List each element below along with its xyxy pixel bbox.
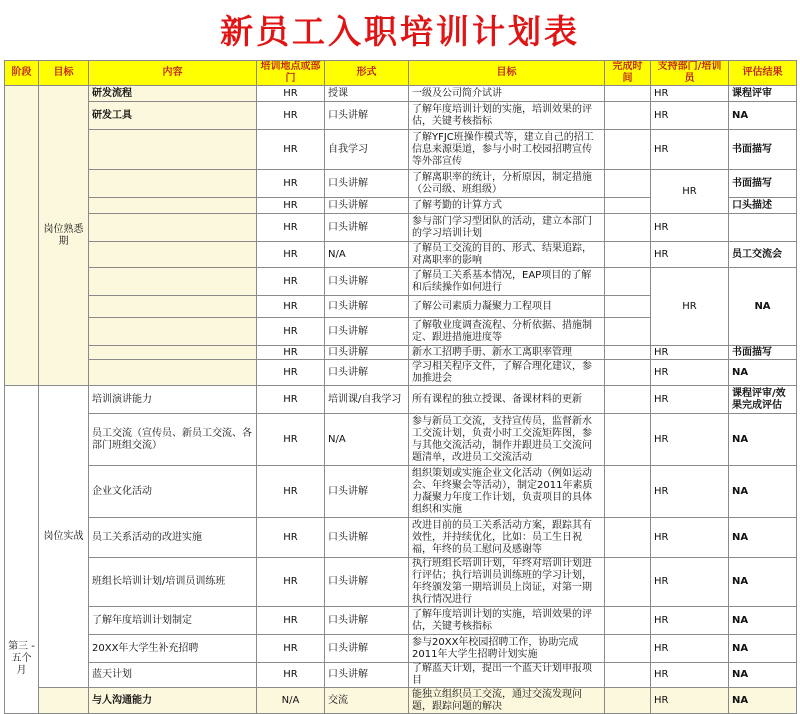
stage-month-cell: 第三 - 五个月: [5, 386, 39, 714]
goal-cell: 执行班组长培训计划，年终对培训计划进行评估；执行培训员训练班的学习计划，年终颁发第一期培训员上岗证，对第一期执行情况进行: [409, 558, 605, 607]
location-cell: HR: [257, 414, 325, 466]
form-cell: 口头讲解: [325, 198, 409, 214]
content-cell: 了解年度培训计划制定: [89, 607, 257, 635]
time-cell: [605, 318, 651, 346]
goal-cell: 新水工招聘手册、新水工离职率管理: [409, 346, 605, 360]
goal-cell: 了解员工交流的目的、形式、结果追踪，对离职率的影响: [409, 242, 605, 268]
goal-cell: 所有课程的独立授课、备课材料的更新: [409, 386, 605, 414]
training-plan-table: [4, 60, 797, 714]
goal-cell: 了解敬业度调查流程、分析依据、措施制定、跟进措施进度等: [409, 318, 605, 346]
time-cell: [605, 86, 651, 102]
support-cell: HR: [651, 130, 729, 170]
result-cell: NA: [729, 663, 797, 688]
stage-cell: [5, 86, 39, 386]
content-cell: [89, 130, 257, 170]
content-cell: 员工交流（宣传员、新员工交流、各部门班组交流）: [89, 414, 257, 466]
goal-cell: 了解蓝天计划，提出一个蓝天计划申报项目: [409, 663, 605, 688]
time-cell: [605, 102, 651, 130]
form-cell: 交流: [325, 688, 409, 714]
section-label-practice: 岗位实战: [39, 386, 89, 688]
header-form: 形式: [325, 61, 409, 86]
location-cell: N/A: [257, 688, 325, 714]
support-cell: HR: [651, 466, 729, 518]
content-cell: 培训演讲能力: [89, 386, 257, 414]
table-row: [5, 688, 797, 714]
table-row: [5, 268, 797, 296]
page-title: 新员工入职培训计划表: [220, 11, 580, 51]
result-cell-merged: NA: [729, 268, 797, 346]
table-row: [5, 86, 797, 102]
form-cell: 培训课/自我学习: [325, 386, 409, 414]
goal-cell: 了解离职率的统计，分析原因，制定措施（公司级、班组级）: [409, 170, 605, 198]
form-cell: 口头讲解: [325, 663, 409, 688]
content-cell: [89, 296, 257, 318]
support-cell: HR: [651, 688, 729, 714]
location-cell: HR: [257, 170, 325, 198]
support-cell: HR: [651, 414, 729, 466]
location-cell: HR: [257, 102, 325, 130]
time-cell: [605, 360, 651, 386]
table-row: [5, 518, 797, 558]
table-row: [5, 663, 797, 688]
time-cell: [605, 607, 651, 635]
content-cell: 企业文化活动: [89, 466, 257, 518]
result-cell: NA: [729, 360, 797, 386]
support-cell: HR: [651, 558, 729, 607]
header-result: 评估结果: [729, 61, 797, 86]
form-cell: 口头讲解: [325, 558, 409, 607]
form-cell: 口头讲解: [325, 268, 409, 296]
table-row: [5, 214, 797, 242]
goal-cell: 了解年度培训计划的实施，培训效果的评估，关键考核指标: [409, 102, 605, 130]
form-cell: 口头讲解: [325, 296, 409, 318]
content-cell: [89, 170, 257, 198]
form-cell: 口头讲解: [325, 518, 409, 558]
location-cell: HR: [257, 130, 325, 170]
time-cell: [605, 518, 651, 558]
table-row: [5, 635, 797, 663]
result-cell: NA: [729, 102, 797, 130]
result-cell: NA: [729, 688, 797, 714]
support-cell: HR: [651, 386, 729, 414]
time-cell: [605, 198, 651, 214]
form-cell: 口头讲解: [325, 466, 409, 518]
support-cell: HR: [651, 214, 729, 242]
location-cell: HR: [257, 346, 325, 360]
support-cell: HR: [651, 86, 729, 102]
table-row: [5, 466, 797, 518]
support-cell: HR: [651, 360, 729, 386]
table-row: [5, 360, 797, 386]
time-cell: [605, 242, 651, 268]
support-cell: HR: [651, 518, 729, 558]
table-row: [5, 130, 797, 170]
support-cell: HR: [651, 102, 729, 130]
time-cell: [605, 386, 651, 414]
support-cell: HR: [651, 607, 729, 635]
location-cell: HR: [257, 86, 325, 102]
header-row: [5, 61, 797, 86]
form-cell: 口头讲解: [325, 318, 409, 346]
table-row: [5, 386, 797, 414]
location-cell: HR: [257, 386, 325, 414]
location-cell: HR: [257, 466, 325, 518]
header-location: 培训地点或部门: [257, 61, 325, 86]
content-cell: [89, 346, 257, 360]
header-support: 支持部门/培训员: [651, 61, 729, 86]
result-cell: 书面描写: [729, 170, 797, 198]
location-cell: HR: [257, 296, 325, 318]
goal-cell: 改进目前的员工关系活动方案，跟踪其有效性，并持续优化，比如：员工生日祝福，年终的员工慰问及感谢等: [409, 518, 605, 558]
goal-cell: 学习相关程序文件，了解合理化建议，参加推进会: [409, 360, 605, 386]
content-cell: [89, 198, 257, 214]
time-cell: [605, 268, 651, 296]
time-cell: [605, 346, 651, 360]
location-cell: HR: [257, 518, 325, 558]
time-cell: [605, 466, 651, 518]
target-cell: [39, 688, 89, 714]
result-cell: 书面描写: [729, 130, 797, 170]
content-cell: 班组长培训计划/培训员训练班: [89, 558, 257, 607]
form-cell: 口头讲解: [325, 635, 409, 663]
location-cell: HR: [257, 360, 325, 386]
location-cell: HR: [257, 198, 325, 214]
table-row: [5, 558, 797, 607]
form-cell: N/A: [325, 414, 409, 466]
support-cell: HR: [651, 635, 729, 663]
header-content: 内容: [89, 61, 257, 86]
content-cell: 与人沟通能力: [89, 688, 257, 714]
content-cell: 员工关系活动的改进实施: [89, 518, 257, 558]
support-cell: HR: [651, 346, 729, 360]
time-cell: [605, 130, 651, 170]
table-row: [5, 414, 797, 466]
content-cell: 研发流程: [89, 86, 257, 102]
goal-cell: 了解YFJC班操作模式等，建立自己的招工信息来源渠道，参与小时工校园招聘宣传等外部宣传: [409, 130, 605, 170]
content-cell: [89, 268, 257, 296]
table-row: [5, 242, 797, 268]
location-cell: HR: [257, 242, 325, 268]
result-cell: 口头描述: [729, 198, 797, 214]
time-cell: [605, 214, 651, 242]
form-cell: 口头讲解: [325, 102, 409, 130]
form-cell: 口头讲解: [325, 360, 409, 386]
header-target: 目标: [39, 61, 89, 86]
support-cell: HR: [651, 242, 729, 268]
result-cell: NA: [729, 466, 797, 518]
time-cell: [605, 414, 651, 466]
result-cell: 员工交流会: [729, 242, 797, 268]
result-cell: [729, 214, 797, 242]
goal-cell: 参与20XX年校园招聘工作，协助完成2011年大学生招聘计划实施: [409, 635, 605, 663]
goal-cell: 参与新员工交流，支持宣传员，监督新水工交流计划，负责小时工交流矩阵图，参与其他交流活动，制作并跟进员工交流问题清单，改进员工交流活动: [409, 414, 605, 466]
goal-cell: 了解员工关系基本情况，EAP项目的了解和后续操作如何进行: [409, 268, 605, 296]
header-time: 完成时间: [605, 61, 651, 86]
goal-cell: 一级及公司简介试讲: [409, 86, 605, 102]
time-cell: [605, 635, 651, 663]
time-cell: [605, 558, 651, 607]
location-cell: HR: [257, 268, 325, 296]
content-cell: 研发工具: [89, 102, 257, 130]
result-cell: NA: [729, 518, 797, 558]
result-cell: NA: [729, 558, 797, 607]
result-cell: NA: [729, 635, 797, 663]
time-cell: [605, 688, 651, 714]
form-cell: N/A: [325, 242, 409, 268]
result-cell: NA: [729, 414, 797, 466]
form-cell: 口头讲解: [325, 214, 409, 242]
goal-cell: 了解公司素质力凝聚力工程项目: [409, 296, 605, 318]
goal-cell: 组织策划或实施企业文化活动（例如运动会、年终聚会等活动），制定2011年素质力凝聚力年度工作计划，负责项目的具体组织和实施: [409, 466, 605, 518]
table-row: [5, 102, 797, 130]
result-cell: 书面描写: [729, 346, 797, 360]
header-goal: 目标: [409, 61, 605, 86]
location-cell: HR: [257, 663, 325, 688]
result-cell: NA: [729, 607, 797, 635]
form-cell: 口头讲解: [325, 170, 409, 198]
location-cell: HR: [257, 607, 325, 635]
support-cell-merged: HR: [651, 268, 729, 346]
content-cell: [89, 242, 257, 268]
goal-cell: 能独立组织员工交流，通过交流发现问题，跟踪问题的解决: [409, 688, 605, 714]
result-cell: 课程评审/效果完成评估: [729, 386, 797, 414]
content-cell: 20XX年大学生补充招聘: [89, 635, 257, 663]
support-cell: HR: [651, 663, 729, 688]
location-cell: HR: [257, 635, 325, 663]
form-cell: 自我学习: [325, 130, 409, 170]
goal-cell: 了解年度培训计划的实施，培训效果的评估，关键考核指标: [409, 607, 605, 635]
time-cell: [605, 296, 651, 318]
header-stage: 阶段: [5, 61, 39, 86]
content-cell: [89, 318, 257, 346]
content-cell: [89, 214, 257, 242]
content-cell: 蓝天计划: [89, 663, 257, 688]
form-cell: 口头讲解: [325, 346, 409, 360]
table-row: [5, 170, 797, 198]
time-cell: [605, 170, 651, 198]
time-cell: [605, 663, 651, 688]
location-cell: HR: [257, 318, 325, 346]
goal-cell: 参与部门学习型团队的活动，建立本部门的学习培训计划: [409, 214, 605, 242]
form-cell: 口头讲解: [325, 607, 409, 635]
section-label-familiarization: 岗位熟悉期: [39, 86, 89, 386]
support-cell-merged: HR: [651, 170, 729, 214]
table-row: [5, 607, 797, 635]
location-cell: HR: [257, 214, 325, 242]
result-cell: 课程评审: [729, 86, 797, 102]
goal-cell: 了解考勤的计算方式: [409, 198, 605, 214]
form-cell: 授课: [325, 86, 409, 102]
location-cell: HR: [257, 558, 325, 607]
content-cell: [89, 360, 257, 386]
table-row: [5, 346, 797, 360]
